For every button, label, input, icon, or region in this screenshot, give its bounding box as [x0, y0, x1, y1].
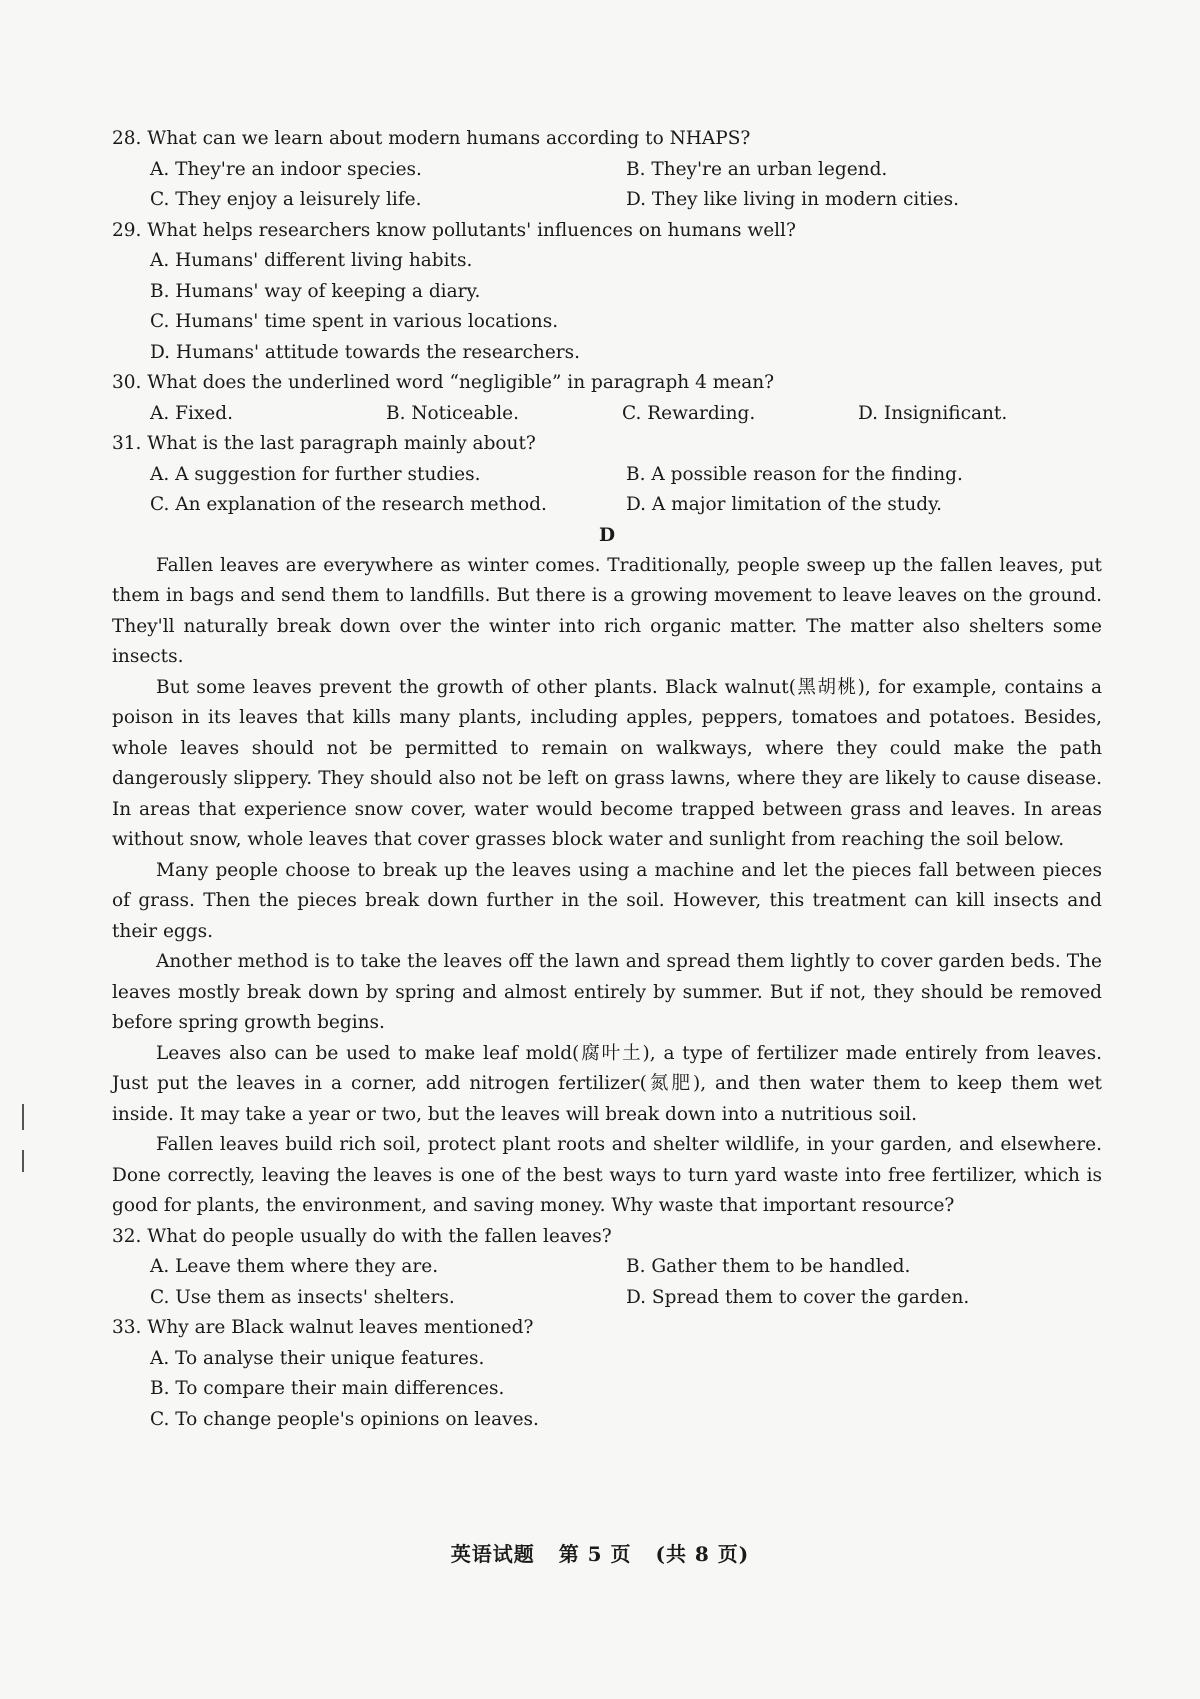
footer-subject: 英语试题: [450, 1542, 535, 1566]
option-d: D. Spread them to cover the garden.: [626, 1286, 970, 1308]
option-a: A. To analyse their unique features.: [150, 1347, 485, 1369]
passage-paragraph: Leaves also can be used to make leaf mold(腐叶土), a type of fertilizer made entirely from leaves. Just put the leaves in a corner, add nitrogen fertilizer(氮肥), and then water them to keep them wet inside. It may take a year or two, but the leaves will break down into a nutritious soil.: [112, 1042, 1102, 1125]
page-footer: [0, 1538, 1200, 1567]
option-a: A. They're an indoor species.: [150, 158, 422, 180]
question-stem: 28. What can we learn about modern humans according to NHAPS?: [112, 128, 751, 149]
option-d: D. A major limitation of the study.: [626, 494, 942, 515]
option-b: B. To compare their main differences.: [150, 1378, 505, 1399]
passage-paragraph: Fallen leaves build rich soil, protect plant roots and shelter wildlife, in your garden, and elsewhere. Done correctly, leaving the leaves is one of the best ways to turn yard waste into free fertilizer, which is good for plants, the environment, and saving money. Why waste that important resource?: [112, 1134, 1102, 1216]
page-content: [112, 124, 1102, 1435]
question-stem: 32. What do people usually do with the fallen leaves?: [112, 1225, 612, 1247]
options: [112, 1252, 1102, 1313]
question-stem: 31. What is the last paragraph mainly about?: [112, 433, 536, 454]
options: [112, 399, 1102, 430]
footer-total-pages: (共 8 页): [655, 1542, 750, 1566]
option-a: A. A suggestion for further studies.: [150, 463, 481, 485]
option-a: A. Fixed.: [150, 402, 233, 424]
question-28: [112, 124, 1102, 216]
option-b: B. Gather them to be handled.: [626, 1256, 911, 1277]
option-c: C. They enjoy a leisurely life.: [150, 189, 422, 210]
option-c: C. An explanation of the research method.: [150, 494, 547, 515]
option-c: C. To change people's opinions on leaves.: [150, 1408, 539, 1430]
option-a: A. Humans' different living habits.: [150, 250, 473, 271]
option-d: D. Humans' attitude towards the researchers.: [150, 341, 580, 363]
question-30: [112, 368, 1102, 429]
question-29: [112, 216, 1102, 369]
options: [112, 155, 1102, 216]
option-b: B. Humans' way of keeping a diary.: [150, 280, 481, 302]
passage-paragraph: Fallen leaves are everywhere as winter comes. Traditionally, people sweep up the fallen leaves, put them in bags and send them to landfills. But there is a growing movement to leave leaves on the ground. They'll naturally break down over the winter into rich organic matter. The matter also shelters some insects.: [112, 554, 1102, 667]
section-label: D: [598, 524, 616, 546]
question-stem: 30. What does the underlined word “negligible” in paragraph 4 mean?: [112, 372, 775, 393]
scan-mark: [22, 1104, 24, 1130]
question-32: [112, 1222, 1102, 1314]
option-b: B. They're an urban legend.: [626, 158, 888, 180]
option-b: B. Noticeable.: [386, 402, 519, 424]
question-stem: 33. Why are Black walnut leaves mentioned?: [112, 1317, 534, 1338]
options: [112, 460, 1102, 521]
question-stem: 29. What helps researchers know pollutants' influences on humans well?: [112, 219, 796, 241]
options: [112, 1344, 1102, 1436]
options: [112, 246, 1102, 368]
question-31: [112, 429, 1102, 521]
option-b: B. A possible reason for the finding.: [626, 463, 963, 485]
passage-paragraph: Another method is to take the leaves off the lawn and spread them lightly to cover garden beds. The leaves mostly break down by spring and almost entirely by summer. But if not, they should be removed before spring growth begins.: [112, 951, 1102, 1033]
option-c: C. Rewarding.: [622, 402, 756, 424]
option-c: C. Use them as insects' shelters.: [150, 1286, 455, 1308]
question-33: [112, 1313, 1102, 1435]
scan-mark: [22, 1150, 24, 1172]
option-d: D. They like living in modern cities.: [626, 189, 959, 210]
footer-page-number: 第 5 页: [558, 1542, 632, 1566]
option-c: C. Humans' time spent in various locations.: [150, 311, 559, 332]
option-a: A. Leave them where they are.: [150, 1256, 439, 1277]
option-d: D. Insignificant.: [858, 402, 1008, 424]
passage-paragraph: Many people choose to break up the leaves using a machine and let the pieces fall between pieces of grass. Then the pieces break down further in the soil. However, this treatment can kill insects and their eggs.: [112, 859, 1102, 942]
passage-paragraph: But some leaves prevent the growth of other plants. Black walnut(黑胡桃), for example, contains a poison in its leaves that kills many plants, including apples, peppers, tomatoes and potatoes. Besides, whole leaves should not be permitted to remain on walkways, where they could make the path dangerously slippery. They should also not be left on grass lawns, where they are likely to cause disease. In areas that experience snow cover, water would become trapped between grass and leaves. In areas without snow, whole leaves that cover grasses block water and sunlight from reaching the soil below.: [112, 676, 1102, 850]
reading-passage: [112, 551, 1102, 1222]
